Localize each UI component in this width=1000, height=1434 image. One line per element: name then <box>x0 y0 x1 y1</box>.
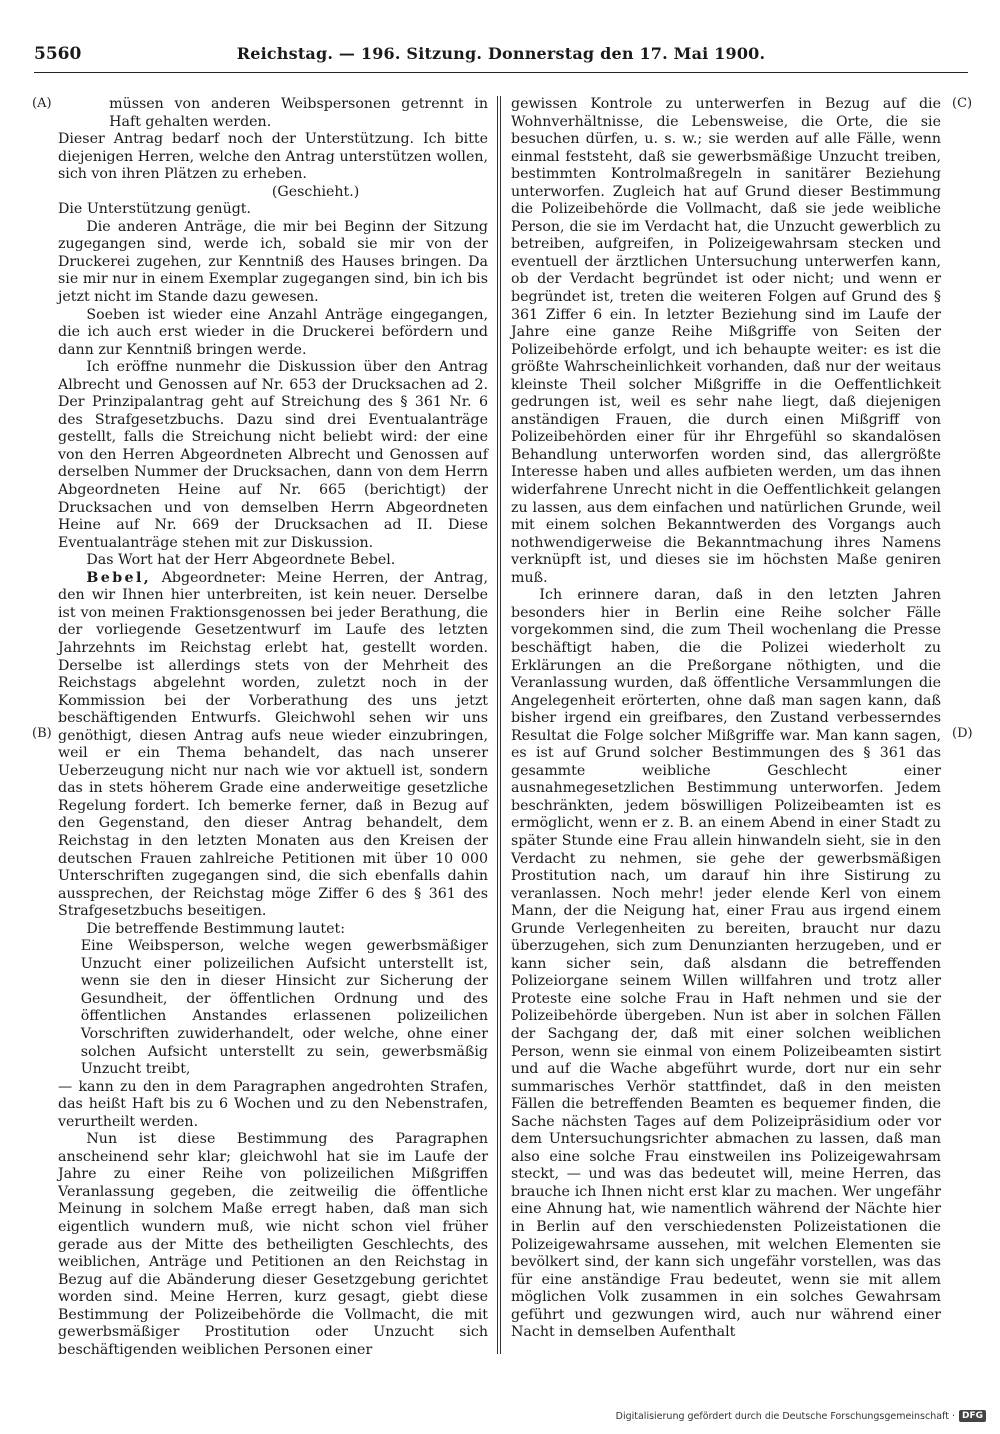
speech-text: Abgeordneter: Meine Herren, der Antrag, den wir Ihnen hier unterbreiten, ist kein neuer. Derselbe ist von meinen Fraktionsgenossen bei jeder Berathung, die der vorliegende Gesetzentwurf im Laufe des letzten Jahrzehnts im Reichstag erlebt hat, gestellt worden. Derselbe ist allerdings stets von der Mehrheit des Reichstags abgelehnt worden, zuletzt noch in der Kommission bei der Vorberathung des uns jetzt beschäftigenden Entwurfs. Gleichwohl sehen wir uns genöthigt, diesen Antrag aufs neue wieder einzubringen, weil er ein Thema behandelt, das nach unserer Ueberzeugung nicht nur nach wie vor aktuell ist, sondern das in stets höherem Grade eine anderweitige gesetzliche Regelung fordert. Ich bemerke ferner, daß in Bezug auf den Gegenstand, den dieser Antrag behandelt, dem Reichstag in den letzten Monaten aus den Kreisen der deutschen Frauen zahlreiche Petitionen mit über 10 000 Unterschriften zugegangen sind, die sich ebenfalls dahin aussprechen, der Reichstag möge Ziffer 6 des § 361 des Strafgesetzbuchs beseitigen. <box>58 569 488 920</box>
left-column <box>58 96 488 1359</box>
right-paragraph-2: Ich erinnere daran, daß in den letzten Jahren besonders hier in Berlin eine Reihe solcher Fälle vorgekommen sind, die zum Theil wochenlang die Presse beschäftigt haben, die die Polizei wiederholt zu Erklärungen an die Preßorgane nöthigten, und die Veranlassung wurden, daß öffentliche Versammlungen die Angelegenheit erörterten, ohne daß man sagen kann, daß bisher irgend ein greifbares, den Zustand verbesserndes Resultat die Folge solcher Mißgriffe war. Man kann sagen, es ist auf Grund solcher Bestimmungen des § 361 das gesammte weibliche Geschlecht einer ausnahmegesetzlichen Bestimmung unterworfen. Jedem beschränkten, jedem böswilligen Polizeibeamten ist es ermöglicht, wenn er z. B. an einem Abend in einer Stadt zu später Stunde eine Frau allein hinwandeln sieht, sie in den Verdacht zu nehmen, sie gehe der gewerbsmäßigen Prostitution nach, um darauf hin ihre Sistirung zu veranlassen. Noch mehr! jeder elende Kerl von einem Mann, der die Neigung hat, einer Frau aus irgend einem Grunde Verlegenheiten zu bereiten, braucht nur dazu überzugehen, sich zum Denunzianten herzugeben, und er kann sicher sein, daß alsdann die betreffenden Polizeiorgane seinem Willen willfahren und trotz aller Proteste eine solche Frau in Haft nehmen und sie der Polizeibehörde übergeben. Nun ist aber in solchen Fällen der Sachgang der, daß mit einer solchen weiblichen Person, wenn sie einmal von einem Polizeibeamten sistirt und auf die Wache abgeführt wurde, dort nur ein sehr summarisches Verhör stattfindet, daß in den meisten Fällen die betreffenden Beamten es bequemer finden, die Sache nächsten Tages auf dem Polizeipräsidium oder vor dem Untersuchungsrichter abmachen zu lassen, daß man also eine solche Frau einstweilen ins Polizeigewahrsam steckt, — und was das bedeutet will, meine Herren, das brauche ich Ihnen nicht erst klar zu machen. Wer ungefähr eine Ahnung hat, wie namentlich während der Nächte hier in Berlin auf den verschiedensten Polizeistationen die Polizeigewahrsame aussehen, mit welchen Elementen sie bevölkert sind, der kann sich ungefähr vorstellen, was das für eine anständige Frau bedeutet, wenn sie mit allem möglichen Volk zusammen in ein solches Gewahrsam geführt und gezwungen wird, auch nur während einer Nacht in demselben Aufenthalt <box>511 587 941 1341</box>
margin-mark-a: (A) <box>32 96 52 111</box>
left-paragraph-13: Nun ist diese Bestimmung des Paragraphen anscheinend sehr klar; gleichwohl hat sie im Laufe der Jahre zu einer Reihe von polizeilichen Mißgriffen Veranlassung gegeben, die zeitweilig die öffentliche Meinung in solchem Maße erregt haben, daß man sich eigentlich wundern muß, wie nicht schon viel früher gerade aus der Mitte des betheiligten Geschlechts, des weiblichen, Anträge und Petitionen an den Reichstag in Bezug auf die Abänderung dieser Gesetzgebung gerichtet worden sind. Meine Herren, kurz gesagt, giebt diese Bestimmung der Polizeibehörde die Vollmacht, die mit gewerbsmäßiger Prostitution oder Unzucht sich beschäftigenden weiblichen Personen einer <box>58 1131 488 1358</box>
right-paragraph-1: gewissen Kontrole zu unterwerfen in Bezug auf die Wohnverhältnisse, die Lebensweise, die Orte, die sie besuchen dürfen, u. s. w.; sie werden auf alle Fälle, wenn einmal feststeht, daß sie gewerbsmäßige Unzucht treiben, bestimmten Kontrolmaßregeln in sanitärer Beziehung unterworfen. Zugleich hat auf Grund dieser Bestimmung die Polizeibehörde die Vollmacht, daß sie jede weibliche Person, die sie im Verdacht hat, die Unzucht gewerblich zu betreiben, aufgreifen, in Polizeigewahrsam stecken und eventuell der ärztlichen Untersuchung unterwerfen kann, ob der Verdacht begründet ist oder nicht; und wenn er begründet ist, treten die weiteren Folgen auf Grund des § 361 Ziffer 6 ein. In letzter Beziehung sind im Laufe der Jahre eine ganze Reihe Mißgriffe von Seiten der Polizeibehörde erfolgt, und ich behaupte weiter: es ist die größte Wahrscheinlichkeit vorhanden, daß nur der weitaus kleinste Theil solcher Mißgriffe in die Oeffentlichkeit gedrungen ist, weil es sehr nahe liegt, daß diejenigen anständigen Frauen, die durch einen Mißgriff von Polizeibehörden einer für ihr Ehrgefühl so skandalösen Behandlung unterworfen worden sind, das allergrößte Interesse haben und alles aufbieten werden, um das ihnen widerfahrene Unrecht nicht in die Oeffentlichkeit gelangen zu lassen, aus dem einfachen und natürlichen Grunde, weil mit einem solchen Bekanntwerden des Vorgangs auch nothwendigerweise die Bekanntmachung ihres Namens verknüpft ist, und dieses sie im höchsten Maße geniren muß. <box>511 96 941 586</box>
column-divider <box>497 96 498 1354</box>
speaker-name: Bebel, <box>86 569 152 586</box>
left-paragraph-8: Das Wort hat der Herr Abgeordnete Bebel. <box>86 552 396 569</box>
footer-credit <box>616 1410 986 1422</box>
right-column <box>511 96 941 1342</box>
header-rule <box>34 72 968 73</box>
left-quote: Eine Weibsperson, welche wegen gewerbsmäßiger Unzucht einer polizeilichen Aufsicht unterstellt ist, wenn sie den in dieser Hinsicht zur Sicherung der Gesundheit, der öffentlichen Ordnung und des öffentlichen Anstandes erlassenen polizeilichen Vorschriften zuwiderhandelt, oder welche, ohne einer solchen Aufsicht unterstellt zu sein, gewerbsmäßig Unzucht treibt, <box>80 938 488 1078</box>
left-paragraph-4: Die Unterstützung genügt. <box>58 201 251 218</box>
page-header <box>34 44 968 66</box>
left-paragraph-2: Dieser Antrag bedarf noch der Unterstützung. Ich bitte diejenigen Herren, welche den Antrag unterstützen wollen, sich von ihren Plätzen zu erheben. <box>58 131 488 183</box>
dfg-logo: DFG <box>959 1410 986 1422</box>
margin-mark-b: (B) <box>32 726 52 741</box>
left-paragraph-6: Soeben ist wieder eine Anzahl Anträge eingegangen, die ich auch erst wieder in die Druckerei befördern und dann zur Kenntniß bringen werde. <box>58 306 488 358</box>
page-number: 5560 <box>34 44 82 64</box>
page-title: Reichstag. — 196. Sitzung. Donnerstag den 17. Mai 1900. <box>236 44 766 63</box>
margin-mark-d: (D) <box>952 726 973 741</box>
left-paragraph-7: Ich eröffne nunmehr die Diskussion über den Antrag Albrecht und Genossen auf Nr. 653 der Drucksachen ad 2. Der Prinzipalantrag geht auf Streichung des § 361 Nr. 6 des Strafgesetzbuchs. Dazu sind drei Eventualanträge gestellt, falls die Streichung nicht beliebt wird: der eine von den Herren Abgeordneten Albrecht und Genossen auf derselben Nummer der Drucksachen, dann von dem Herrn Abgeordneten Heine auf Nr. 665 (berichtigt) der Drucksachen und von demselben Herrn Abgeordneten Heine auf Nr. 669 der Drucksachen ad II. Diese Eventualanträge stehen mit zur Diskussion. <box>58 359 488 551</box>
left-paragraph-3: (Geschieht.) <box>271 183 360 200</box>
footer-text: Digitalisierung gefördert durch die Deutsche Forschungsgemeinschaft · <box>615 1410 955 1422</box>
left-paragraph-9 <box>58 570 488 921</box>
margin-mark-c: (C) <box>952 96 973 111</box>
left-paragraph-5: Die anderen Anträge, die mir bei Beginn der Sitzung zugegangen sind, werde ich, sobald sie mir von der Druckerei zugehen, zur Kenntniß des Hauses bringen. Da sie mir nur in einem Exemplar zugegangen sind, bin ich bis jetzt nicht im Stande dazu gewesen. <box>58 218 488 306</box>
column-divider-second <box>500 96 501 1354</box>
left-paragraph-1: müssen von anderen Weibspersonen getrennt in Haft gehalten werden. <box>109 96 488 130</box>
left-paragraph-12: — kann zu den in dem Paragraphen angedrohten Strafen, das heißt Haft bis zu 6 Wochen und zu den Nebenstrafen, verurtheilt werden. <box>58 1078 488 1130</box>
left-paragraph-10: Die betreffende Bestimmung lautet: <box>86 920 345 937</box>
